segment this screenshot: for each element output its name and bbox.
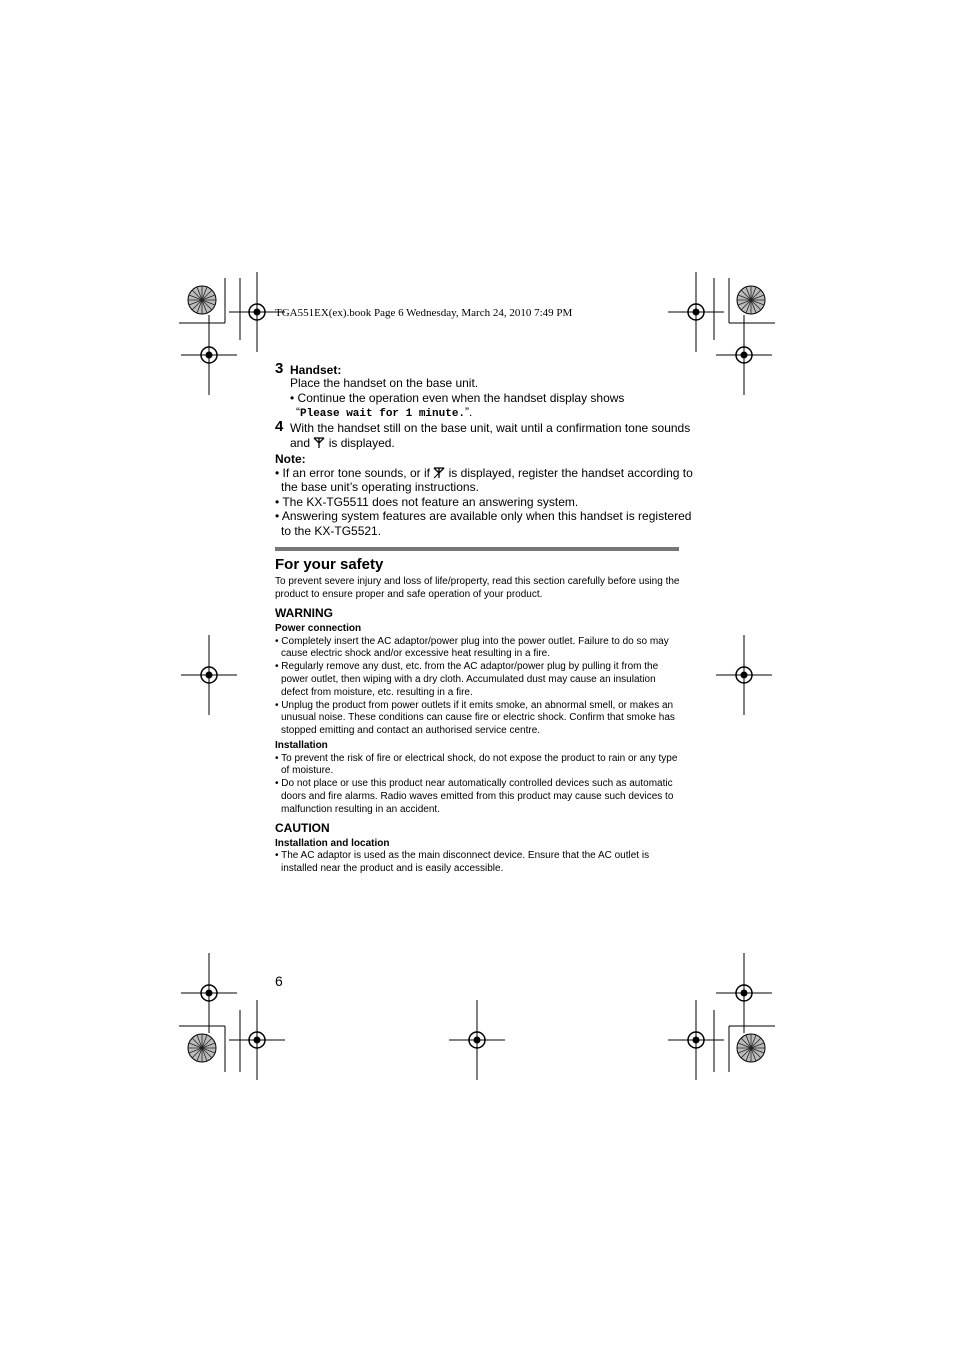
warning-heading: WARNING xyxy=(275,606,333,620)
registration-mark-icon xyxy=(229,1000,285,1080)
registration-mark-icon xyxy=(716,315,772,395)
safety-bullet-cont: defect from moisture, etc. resulting in a fire. xyxy=(281,687,473,698)
crop-color-bar-icon xyxy=(188,1034,216,1062)
safety-bullet: • To prevent the risk of fire or electrical shock, do not expose the product to rain or any type xyxy=(275,753,678,764)
step-text: and is displayed. xyxy=(290,436,395,450)
step-text: Place the handset on the base unit. xyxy=(290,376,479,390)
safety-bullet-cont: installed near the product and is easily accessible. xyxy=(281,863,504,874)
antenna-signal-icon xyxy=(313,437,325,449)
book-header: TGA551EX(ex).book Page 6 Wednesday, March 24, 2010 7:49 PM xyxy=(275,307,573,319)
step-number: 3 xyxy=(275,360,284,377)
subheading-installation-location: Installation and location xyxy=(275,838,390,849)
caution-heading: CAUTION xyxy=(275,821,330,835)
safety-bullet: • Unplug the product from power outlets if it emits smoke, an abnormal smell, or makes an xyxy=(275,700,674,711)
subheading-power: Power connection xyxy=(275,623,362,634)
registration-mark-icon xyxy=(716,953,772,1033)
safety-bullet-cont: doors and fire alarms. Radio waves emitted from this product may cause such devices to xyxy=(281,791,674,802)
antenna-signal-icon xyxy=(433,467,445,479)
note-bullet-cont: to the KX-TG5521. xyxy=(281,524,382,538)
registration-mark-icon xyxy=(668,272,724,352)
step-number: 4 xyxy=(275,418,284,435)
subheading-installation: Installation xyxy=(275,740,328,751)
safety-intro: product to ensure proper and safe operation of your product. xyxy=(275,589,543,600)
registration-mark-icon xyxy=(668,1000,724,1080)
step-title: Handset: xyxy=(290,363,342,377)
step-text: With the handset still on the base unit, wait until a confirmation tone sounds xyxy=(290,421,691,435)
safety-bullet-cont: cause electric shock and/or excessive heat resulting in a fire. xyxy=(281,648,551,659)
registration-mark-icon xyxy=(449,1000,505,1080)
note-title: Note: xyxy=(275,452,306,466)
safety-bullet-cont: of moisture. xyxy=(281,765,334,776)
safety-intro: To prevent severe injury and loss of life/property, read this section carefully before using the xyxy=(275,576,680,587)
display-message: “Please wait for 1 minute.”. xyxy=(296,405,473,420)
safety-bullet-cont: unusual noise. These conditions can cause fire or electric shock. Confirm that smoke has xyxy=(281,712,675,723)
crop-color-bar-icon xyxy=(737,286,765,314)
registration-mark-icon xyxy=(181,635,237,715)
safety-bullet: • Regularly remove any dust, etc. from the AC adaptor/power plug by pulling it from the xyxy=(275,661,659,672)
safety-bullet: • Completely insert the AC adaptor/power plug into the power outlet. Failure to do so may xyxy=(275,636,669,647)
step-bullet: • Continue the operation even when the handset display shows xyxy=(290,391,625,405)
registration-mark-icon xyxy=(181,953,237,1033)
crop-color-bar-icon xyxy=(737,1034,765,1062)
note-bullet: • The KX-TG5511 does not feature an answering system. xyxy=(275,495,579,509)
page-number: 6 xyxy=(275,973,283,989)
safety-bullet-cont: power outlet, then wiping with a dry cloth. Accumulated dust may cause an insulation xyxy=(281,674,656,685)
note-bullet: • Answering system features are available only when this handset is registered xyxy=(275,509,692,523)
safety-bullet-cont: malfunction resulting in an accident. xyxy=(281,804,440,815)
crop-color-bar-icon xyxy=(188,286,216,314)
registration-mark-icon xyxy=(716,635,772,715)
section-title: For your safety xyxy=(275,556,384,573)
safety-bullet: • The AC adaptor is used as the main disconnect device. Ensure that the AC outlet is xyxy=(275,850,650,861)
note-bullet: • If an error tone sounds, or if is displayed, register the handset according to xyxy=(275,466,693,480)
section-divider xyxy=(275,547,679,551)
note-bullet-cont: the base unit’s operating instructions. xyxy=(281,480,479,494)
registration-mark-icon xyxy=(181,315,237,395)
safety-bullet: • Do not place or use this product near automatically controlled devices such as automatic xyxy=(275,778,673,789)
safety-bullet-cont: stopped emitting and contact an authorised service centre. xyxy=(281,725,541,736)
